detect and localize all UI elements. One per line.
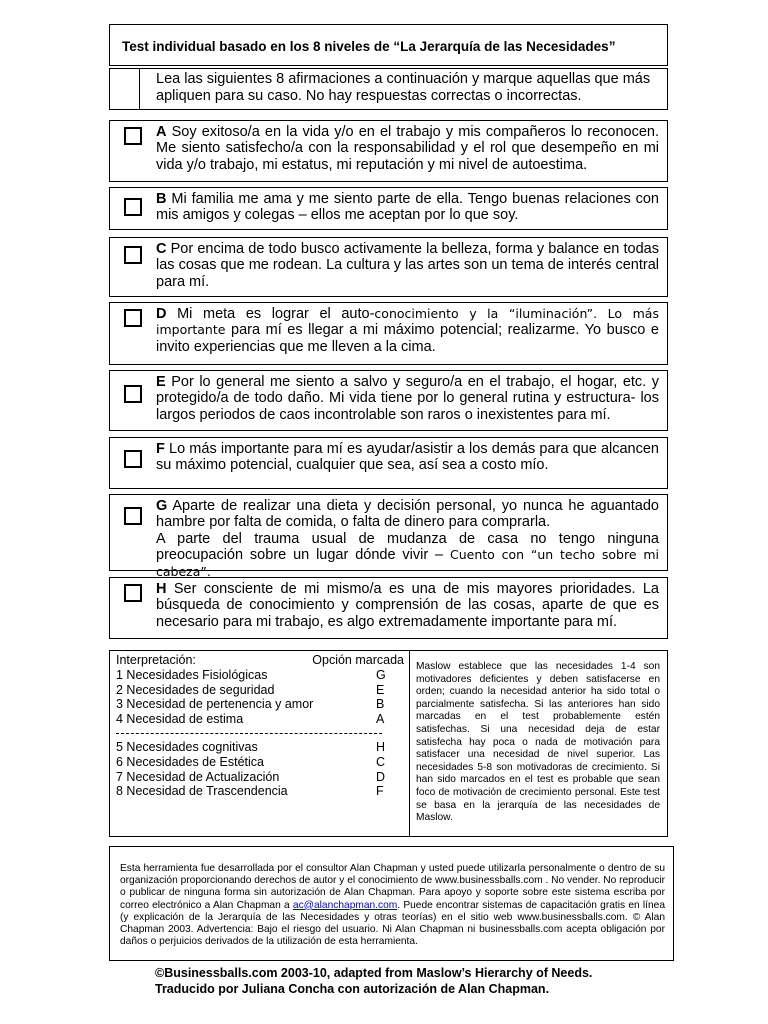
credits-line-1: ©Businessballs.com 2003-10, adapted from Maslow’s Hierarchy of Needs.: [155, 966, 593, 980]
email-link[interactable]: ac@alanchapman.com: [292, 899, 398, 911]
statement-f: [109, 437, 668, 489]
statement-letter: A: [156, 124, 167, 140]
statement-g: [109, 494, 668, 579]
need-name: 1 Necesidades Fisiológicas: [116, 667, 268, 682]
need-row: [116, 683, 404, 698]
checkbox-b[interactable]: [124, 198, 142, 216]
statement-text-2: conocimiento y la “iluminación”. Lo más importante: [156, 306, 659, 338]
need-name: 6 Necesidades de Estética: [116, 754, 265, 769]
need-row: [116, 755, 404, 770]
need-name: 5 Necesidades cognitivas: [116, 739, 258, 754]
need-row: [116, 697, 404, 712]
footer-text-1: Esta herramienta fue desarrollada por el consultor Alan Chapman y usted puede utilizarla personalmente o dentro de su organización proporcionando derechos de autor y el conocimiento de www.businessballs.com . No vender. No reproducir o publicar de ninguna forma sin autorización de Alan Chapman. Para apoyo y soporte sobre este sistema escriba por correo electrónico a Alan Chapman a: [120, 863, 665, 911]
checkbox-g[interactable]: [124, 507, 142, 525]
footer-text-2: . Puede encontrar sistemas de capacitación gratis en línea (y explicación de la Jerarquía de las Necesidades y otras teorías) en el sitio web www.businessballs.com. © Alan Chapman 2003. Advertencia: Bajo el riesgo del usuario. Ni Alan Chapman ni businessballs.com acepta obligación por daños o perjuicios derivados de la utilización de esta herramienta.: [120, 899, 665, 948]
need-option: C: [376, 754, 386, 769]
option-column-label: Opción marcada: [312, 653, 404, 667]
statement-letter: C: [156, 241, 167, 257]
statement-letter: H: [156, 581, 167, 597]
statement-text-1: Mi meta es lograr el auto-: [166, 306, 375, 322]
statement-text: Por lo general me siento a salvo y seguro/a en el trabajo, el hogar, etc. y protegido/a de todo daño. Mi vida tiene por lo general rutina y estructura- los largos periodos de caos incontrolable son raros o inexistentes para mí.: [156, 374, 659, 423]
statement-h: [109, 577, 668, 639]
statement-letter: B: [156, 191, 167, 207]
statement-letter: D: [156, 306, 167, 322]
statement-text-3: para mí es llegar a mi máximo potencial; realizarme. Yo busco e invito experiencias que me lleven a la cima.: [156, 322, 659, 355]
statement-text: Mi familia me ama y me siento parte de ella. Tengo buenas relaciones con mis amigos y colegas – ellos me aceptan por lo que soy.: [156, 191, 659, 224]
need-row: [116, 784, 404, 799]
intro-box: [109, 68, 668, 110]
need-name: 4 Necesidad de estima: [116, 712, 244, 727]
need-option: E: [376, 682, 385, 697]
footer-notice: [109, 846, 674, 961]
statement-text: Aparte de realizar una dieta y decisión personal, yo nunca he aguantado hambre por falta de comida, o falta de dinero para comprarla.: [156, 498, 659, 531]
credits: [155, 965, 755, 997]
checkbox-e[interactable]: [124, 385, 142, 403]
statement-letter: G: [156, 498, 168, 514]
statement-letter: F: [156, 441, 165, 457]
need-option: H: [376, 739, 386, 754]
statement-text: Por encima de todo busco activamente la belleza, forma y balance en todas las cosas que me rodean. La cultura y las artes son un tema de interés central para mí.: [156, 241, 659, 290]
statement-text: Lo más importante para mí es ayudar/asistir a los demás para que alcancen su máximo potencial, cualquier que sea, así sea a costo mío.: [156, 441, 659, 474]
statement-text: Ser consciente de mi mismo/a es una de mis mayores prioridades. La búsqueda de conocimiento y comprensión de las cosas, aparte de que es necesario para mi trabajo, es algo extremadamente importante para mí.: [156, 581, 659, 630]
statement-c: [109, 237, 668, 297]
need-name: 8 Necesidad de Trascendencia: [116, 784, 288, 799]
statement-text: Soy exitoso/a en la vida y/o en el trabajo y mis compañeros lo reconocen. Me siento satisfecho/a con la responsabilidad y el rol que desempeño en mi vida y/o trabajo, mi estatus, mi reputación y mi nivel de autoestima.: [156, 124, 659, 173]
dashed-separator: [116, 733, 382, 734]
need-row: [116, 770, 404, 785]
statement-e: [109, 370, 668, 431]
need-option: G: [376, 667, 386, 682]
interpretation-divider: [409, 651, 410, 836]
need-option: D: [376, 769, 386, 784]
need-row: [116, 712, 404, 727]
checkbox-c[interactable]: [124, 246, 142, 264]
interpretation-header: [116, 653, 404, 668]
need-name: 3 Necesidad de pertenencia y amor: [116, 697, 314, 712]
statement-a: [109, 120, 668, 182]
statement-text-2: A parte del trauma usual de mudanza de casa no tengo ninguna preocupación sobre un lugar dónde vivir –: [156, 530, 659, 564]
interpretation-label: Interpretación:: [116, 653, 196, 667]
title-text: Test individual basado en los 8 niveles de “La Jerarquía de las Necesidades”: [122, 39, 616, 54]
statement-b: [109, 187, 668, 230]
need-row: [116, 668, 404, 683]
interpretation-box: [109, 650, 668, 837]
need-row: [116, 740, 404, 755]
statement-text-3: Cuento con “un techo sobre mi cabeza”.: [156, 547, 659, 579]
checkbox-d[interactable]: [124, 309, 142, 327]
credits-line-2: Traducido por Juliana Concha con autorización de Alan Chapman.: [155, 982, 550, 996]
interpretation-list: [116, 653, 404, 799]
need-option: F: [376, 784, 384, 799]
checkbox-a[interactable]: [124, 127, 142, 145]
statement-d: [109, 302, 668, 365]
statement-letter: E: [156, 374, 166, 390]
intro-text: Lea las siguientes 8 afirmaciones a continuación y marque aquellas que más apliquen para su caso. No hay respuestas correctas o incorrectas.: [156, 71, 651, 104]
need-name: 2 Necesidades de seguridad: [116, 682, 275, 697]
need-option: B: [376, 697, 385, 712]
page-title: [109, 24, 668, 66]
intro-divider: [139, 69, 140, 109]
need-name: 7 Necesidad de Actualización: [116, 769, 280, 784]
interpretation-explanation: Maslow establece que las necesidades 1-4 son motivadores deficientes y deben satisfacerse en orden; cuando la necesidad anterior ha sido total o parcialmente satisfecha. Si las anteriores han sido marcadas en el test probablemente estén satisfechas. Si una necesidad deja de estar satisfecha hay poca o nada de motivación para satisfacer una necesidad de nivel superior. Las necesidades 5-8 son motivadoras de crecimiento. Si han sido marcados en el test es probable que sean foco de motivación de crecimiento personal. Este test se basa en la jerarquía de las necesidades de Maslow.: [416, 661, 660, 824]
checkbox-h[interactable]: [124, 584, 142, 602]
need-option: A: [376, 712, 385, 727]
checkbox-f[interactable]: [124, 450, 142, 468]
